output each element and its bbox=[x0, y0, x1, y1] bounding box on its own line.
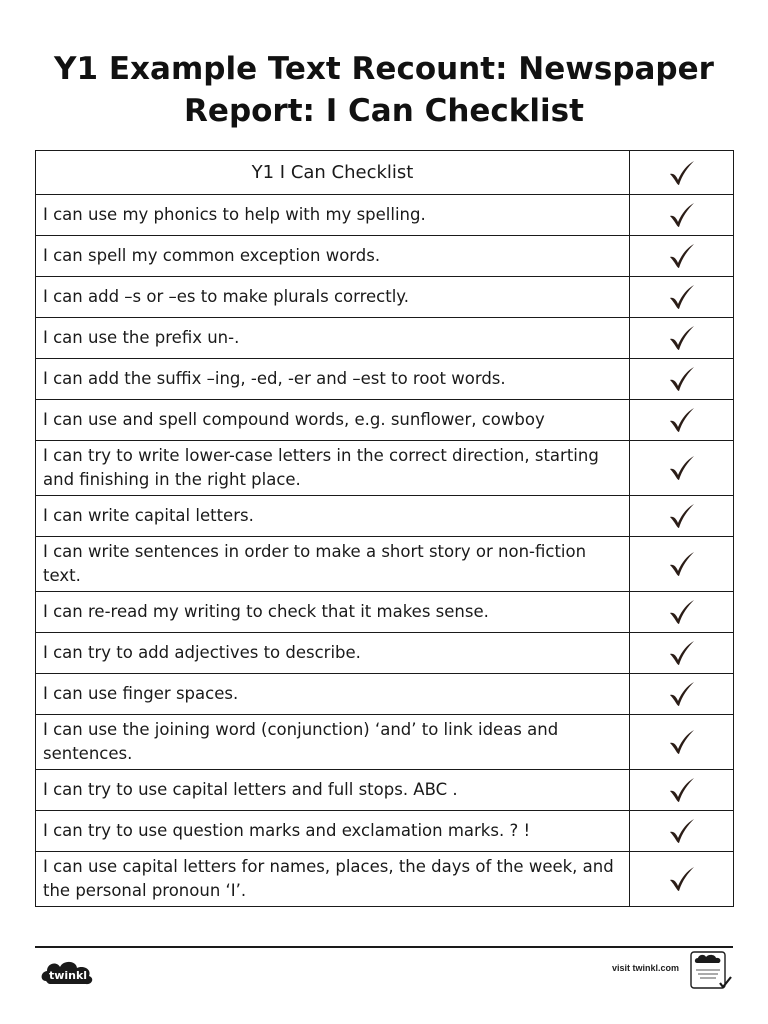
checklist-row bbox=[36, 359, 734, 400]
tick-icon bbox=[630, 551, 733, 577]
header-tick-cell bbox=[630, 151, 734, 195]
checklist-row bbox=[36, 236, 734, 277]
visit-link[interactable]: visit twinkl.com bbox=[612, 963, 680, 973]
tick-icon bbox=[630, 284, 733, 310]
checkbox-cell[interactable] bbox=[630, 277, 734, 318]
checkbox-cell[interactable] bbox=[630, 441, 734, 496]
checklist-row bbox=[36, 770, 734, 811]
header-row bbox=[36, 151, 734, 195]
checkbox-cell[interactable] bbox=[630, 359, 734, 400]
checklist-table bbox=[35, 150, 734, 907]
checklist-item-text: I can use the prefix un-. bbox=[36, 318, 630, 359]
tick-icon bbox=[630, 640, 733, 666]
checklist-item-text: I can spell my common exception words. bbox=[36, 236, 630, 277]
checklist-item-text: I can try to use capital letters and full stops. ABC . bbox=[36, 770, 630, 811]
checklist-row bbox=[36, 852, 734, 907]
checkbox-cell[interactable] bbox=[630, 496, 734, 537]
checkbox-cell[interactable] bbox=[630, 318, 734, 359]
checkbox-cell[interactable] bbox=[630, 852, 734, 907]
checkbox-cell[interactable] bbox=[630, 236, 734, 277]
checklist-item-text: I can use the joining word (conjunction) ‘and’ to link ideas and sentences. bbox=[36, 715, 630, 770]
checklist-row bbox=[36, 400, 734, 441]
checklist-item-text: I can write sentences in order to make a short story or non-fiction text. bbox=[36, 537, 630, 592]
checkbox-cell[interactable] bbox=[630, 674, 734, 715]
tick-icon bbox=[630, 818, 733, 844]
twinkl-logo-icon bbox=[38, 955, 98, 989]
checklist-row bbox=[36, 441, 734, 496]
checklist-row bbox=[36, 277, 734, 318]
checklist-item-text: I can use my phonics to help with my spelling. bbox=[36, 195, 630, 236]
quality-standard-badge-icon bbox=[690, 951, 732, 991]
tick-icon bbox=[630, 681, 733, 707]
logo-text: twinkl bbox=[48, 969, 88, 982]
checklist-row bbox=[36, 633, 734, 674]
checklist-item-text: I can add the suffix –ing, -ed, -er and –est to root words. bbox=[36, 359, 630, 400]
table-header-label: Y1 I Can Checklist bbox=[36, 151, 630, 195]
tick-icon bbox=[630, 407, 733, 433]
checkbox-cell[interactable] bbox=[630, 537, 734, 592]
tick-icon bbox=[630, 503, 733, 529]
checklist-row bbox=[36, 537, 734, 592]
checkbox-cell[interactable] bbox=[630, 195, 734, 236]
checkbox-cell[interactable] bbox=[630, 715, 734, 770]
page-title bbox=[0, 48, 768, 132]
tick-icon bbox=[630, 366, 733, 392]
checkbox-cell[interactable] bbox=[630, 592, 734, 633]
checklist-item-text: I can re-read my writing to check that it makes sense. bbox=[36, 592, 630, 633]
checklist-row bbox=[36, 715, 734, 770]
checklist-row bbox=[36, 592, 734, 633]
checklist-item-text: I can try to write lower-case letters in the correct direction, starting and finishing in the right place. bbox=[36, 441, 630, 496]
checklist-row bbox=[36, 195, 734, 236]
tick-icon bbox=[630, 777, 733, 803]
checklist-item-text: I can use capital letters for names, places, the days of the week, and the personal pronoun ‘I’. bbox=[36, 852, 630, 907]
checklist-item-text: I can use finger spaces. bbox=[36, 674, 630, 715]
checklist-item-text: I can add –s or –es to make plurals correctly. bbox=[36, 277, 630, 318]
tick-icon bbox=[630, 325, 733, 351]
checklist-item-text: I can write capital letters. bbox=[36, 496, 630, 537]
footer-divider bbox=[35, 946, 733, 948]
checkbox-cell[interactable] bbox=[630, 400, 734, 441]
checkbox-cell[interactable] bbox=[630, 633, 734, 674]
checklist-row bbox=[36, 318, 734, 359]
tick-icon bbox=[630, 160, 733, 186]
tick-icon bbox=[630, 243, 733, 269]
title-line-1: Y1 Example Text Recount: Newspaper bbox=[54, 51, 714, 87]
checkbox-cell[interactable] bbox=[630, 811, 734, 852]
checklist-item-text: I can try to use question marks and exclamation marks. ? ! bbox=[36, 811, 630, 852]
tick-icon bbox=[630, 202, 733, 228]
checklist-row bbox=[36, 811, 734, 852]
checklist-row bbox=[36, 674, 734, 715]
title-line-2: Report: I Can Checklist bbox=[184, 93, 584, 129]
checklist-item-text: I can use and spell compound words, e.g. sunflower, cowboy bbox=[36, 400, 630, 441]
checkbox-cell[interactable] bbox=[630, 770, 734, 811]
tick-icon bbox=[630, 729, 733, 755]
tick-icon bbox=[630, 599, 733, 625]
checklist-item-text: I can try to add adjectives to describe. bbox=[36, 633, 630, 674]
tick-icon bbox=[630, 866, 733, 892]
checklist-row bbox=[36, 496, 734, 537]
tick-icon bbox=[630, 455, 733, 481]
